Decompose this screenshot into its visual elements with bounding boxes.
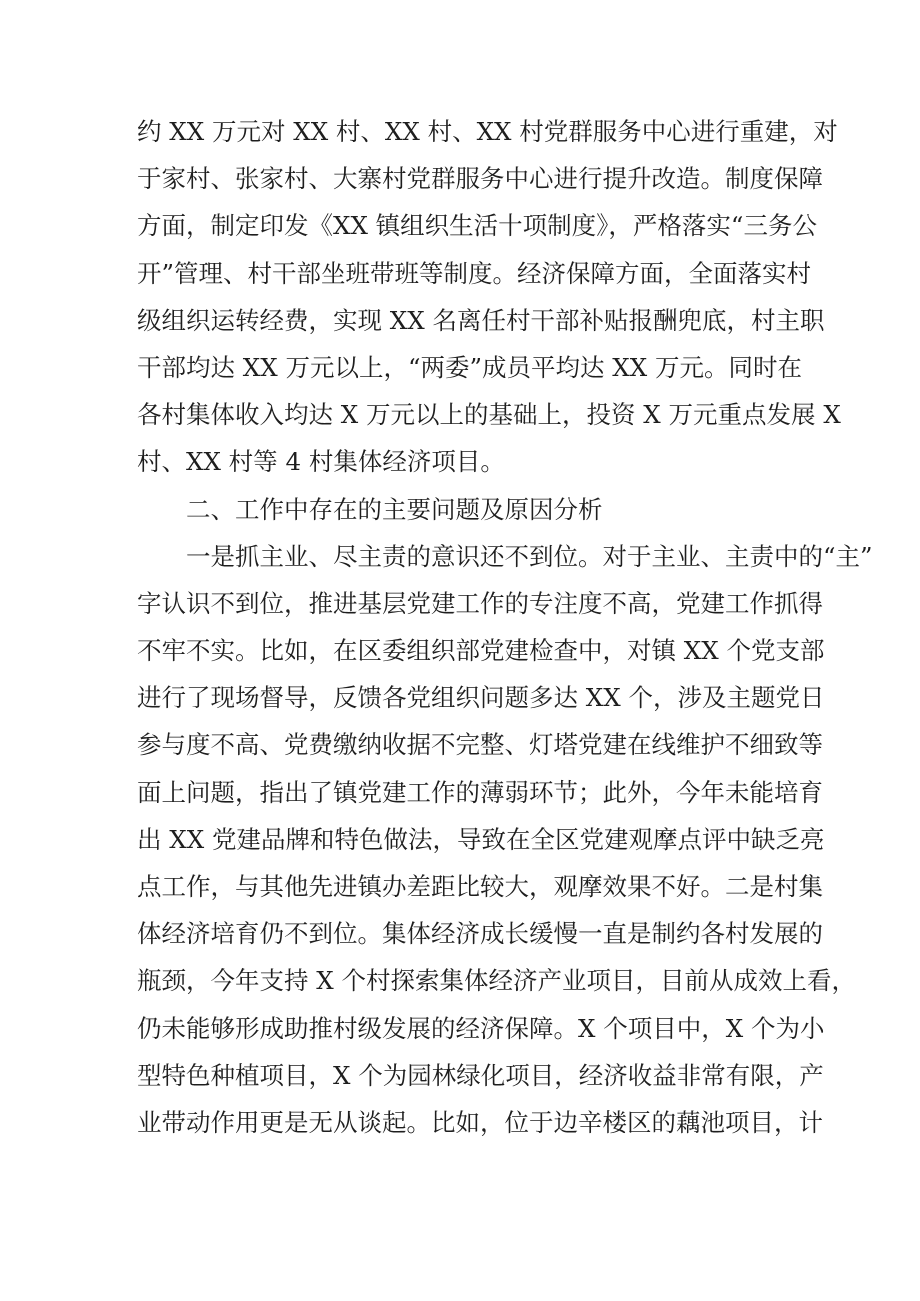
- text-line: 村、XX 村等 4 村集体经济项目。: [137, 447, 505, 477]
- paragraph-first-line: 一是抓主业、尽主责的意识还不到位。对于主业、主责中的“主”: [186, 541, 873, 571]
- text-line: 出 XX 党建品牌和特色做法，导致在全区党建观摩点评中缺乏亮: [137, 824, 825, 854]
- document-body: [137, 108, 873, 1146]
- text-line: 点工作，与其他先进镇办差距比较大，观摩效果不好。二是村集: [137, 872, 823, 901]
- text-line: 参与度不高、党费缴纳收据不完整、灯塔党建在线维护不细致等: [137, 730, 823, 760]
- text-line: 于家村、张家村、大寨村党群服务中心进行提升改造。制度保障: [137, 164, 823, 194]
- text-line: 字认识不到位，推进基层党建工作的专注度不高，党建工作抓得: [137, 588, 823, 618]
- text-line: 仍未能够形成助推村级发展的经济保障。X 个项目中，X 个为小: [137, 1013, 825, 1043]
- text-line: 方面，制定印发《XX 镇组织生活十项制度》，严格落实“三务公: [137, 211, 817, 241]
- text-line: 级组织运转经费，实现 XX 名离任村干部补贴报酬兜底，村主职: [137, 305, 825, 335]
- section-heading: 二、工作中存在的主要问题及原因分析: [186, 494, 603, 524]
- text-line: 约 XX 万元对 XX 村、XX 村、XX 村党群服务中心进行重建，对: [137, 117, 838, 146]
- text-line: 瓶颈，今年支持 X 个村探索集体经济产业项目，目前从成效上看，: [137, 966, 857, 996]
- text-line: 不牢不实。比如，在区委组织部党建检查中，对镇 XX 个党支部: [137, 636, 825, 666]
- text-line: 面上问题，指出了镇党建工作的薄弱环节；此外，今年未能培育: [137, 777, 823, 807]
- text-line: 开”管理、村干部坐班带班等制度。经济保障方面，全面落实村: [137, 258, 812, 288]
- text-line: 型特色种植项目，X 个为园林绿化项目，经济收益非常有限，产: [137, 1060, 824, 1090]
- text-line: 各村集体收入均达 X 万元以上的基础上，投资 X 万元重点发展 X: [137, 400, 841, 430]
- text-line: 业带动作用更是无从谈起。比如，位于边辛楼区的藕池项目，计: [137, 1107, 823, 1137]
- text-line: 进行了现场督导，反馈各党组织问题多达 XX 个，涉及主题党日: [137, 683, 825, 713]
- text-line: 干部均达 XX 万元以上，“两委”成员平均达 XX 万元。同时在: [137, 352, 802, 382]
- text-line: 体经济培育仍不到位。集体经济成长缓慢一直是制约各村发展的: [137, 919, 823, 949]
